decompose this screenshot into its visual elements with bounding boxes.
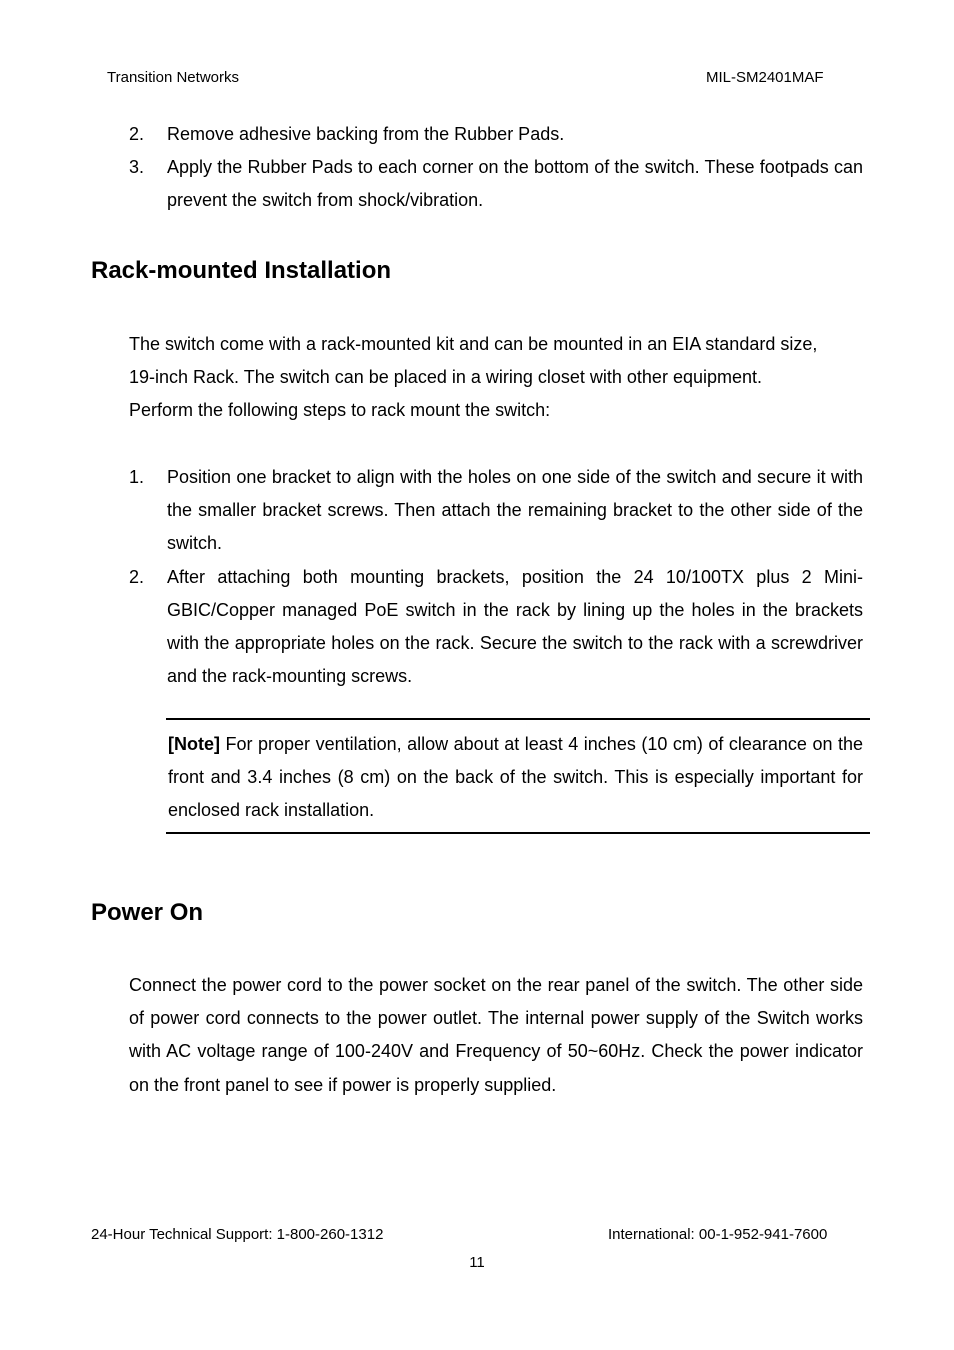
rack-intro-line: The switch come with a rack-mounted kit and can be mounted in an EIA standard size,	[129, 334, 818, 354]
note-box	[166, 718, 870, 834]
header-model: MIL-SM2401MAF	[706, 69, 824, 86]
note-label: [Note]	[168, 734, 220, 754]
power-heading: Power On	[91, 899, 204, 926]
footer-international: International: 00-1-952-941-7600	[608, 1226, 828, 1243]
list-item-text: Remove adhesive backing from the Rubber Pads.	[167, 124, 565, 144]
footer-support: 24-Hour Technical Support: 1-800-260-1312	[91, 1226, 384, 1243]
page-number: 11	[469, 1254, 485, 1271]
rack-heading: Rack-mounted Installation	[91, 257, 392, 284]
list-item-text: Apply the Rubber Pads to each corner on the bottom of the switch. These footpads can prevent the switch from shock/vibration.	[167, 157, 863, 211]
list-item	[129, 461, 863, 561]
rack-intro-line: 19-inch Rack. The switch can be placed in a wiring closet with other equipment.	[129, 367, 762, 388]
rack-steps	[129, 461, 863, 693]
note-text	[168, 728, 863, 828]
list-item-number: 1.	[129, 467, 145, 487]
rack-intro	[129, 328, 863, 428]
header-company: Transition Networks	[107, 69, 239, 86]
top-list	[129, 118, 863, 218]
list-item-number: 3.	[129, 157, 145, 178]
list-item	[129, 151, 863, 217]
list-item-number: 2.	[129, 124, 145, 144]
list-item	[129, 118, 863, 151]
rack-intro-line: Perform the following steps to rack mount the switch:	[129, 400, 551, 421]
list-item-text: After attaching both mounting brackets, position the 24 10/100TX plus 2 Mini-GBIC/Copper managed PoE switch in the rack by lining up the holes in the brackets with the appropriate holes on the rack. Secure the switch to the rack with a screwdriver and the rack-mounting screws.	[167, 566, 863, 687]
list-item-number: 2.	[129, 566, 145, 587]
list-item	[129, 561, 863, 694]
power-paragraph: Connect the power cord to the power socket on the rear panel of the switch. The other side of power cord connects to the power outlet. The internal power supply of the Switch works with AC voltage range of 100-240V and Frequency of 50~60Hz. Check the power indicator on the front panel to see if power is properly supplied.	[129, 975, 863, 1095]
note-body: For proper ventilation, allow about at least 4 inches (10 cm) of clearance on the front and 3.4 inches (8 cm) on the back of the switch. This is especially important for enclosed rack installation.	[168, 734, 863, 821]
list-item-text: Position one bracket to align with the holes on one side of the switch and secure it with the smaller bracket screws. Then attach the remaining bracket to the other side of the switch.	[167, 467, 863, 554]
